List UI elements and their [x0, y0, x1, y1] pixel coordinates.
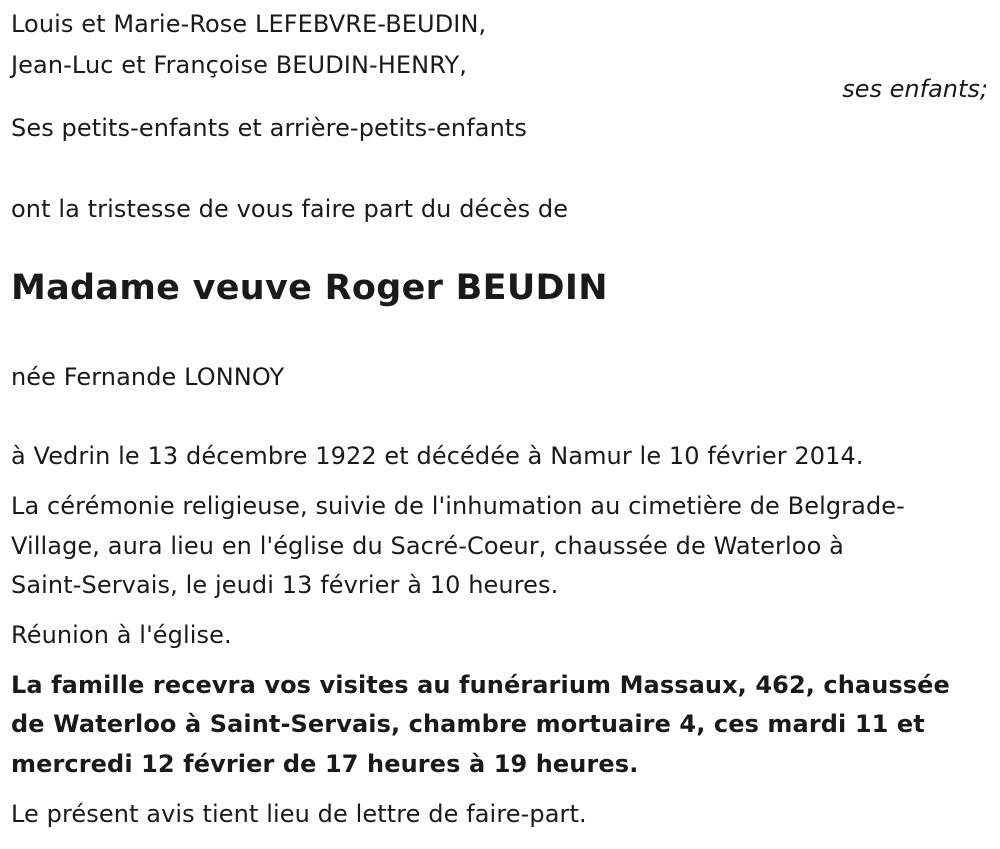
meeting-line: Réunion à l'église.: [11, 621, 232, 649]
visits-line-2: de Waterloo à Saint-Servais, chambre mortuaire 4, ces mardi 11 et: [11, 710, 925, 738]
ceremony-line-3: Saint-Servais, le jeudi 13 février à 10 heures.: [11, 571, 559, 599]
ceremony-line-1: La cérémonie religieuse, suivie de l'inhumation au cimetière de Belgrade-: [11, 492, 905, 520]
announcement-line: ont la tristesse de vous faire part du décès de: [11, 195, 569, 223]
grandchildren-line: Ses petits-enfants et arrière-petits-enfants: [11, 114, 528, 142]
children-line-1: Louis et Marie-Rose LEFEBVRE-BEUDIN,: [11, 10, 487, 38]
birth-death-line: à Vedrin le 13 décembre 1922 et décédée à Namur le 10 février 2014.: [11, 442, 864, 470]
children-role: ses enfants;: [842, 75, 988, 103]
deceased-name: Madame veuve Roger BEUDIN: [11, 268, 608, 308]
visits-line-3: mercredi 12 février de 17 heures à 19 heures.: [11, 750, 639, 778]
maiden-name: née Fernande LONNOY: [11, 363, 285, 391]
ceremony-line-2: Village, aura lieu en l'église du Sacré-Coeur, chaussée de Waterloo à: [11, 532, 844, 560]
children-line-2: Jean-Luc et Françoise BEUDIN-HENRY,: [11, 51, 467, 79]
closing-line: Le présent avis tient lieu de lettre de faire-part.: [11, 800, 587, 828]
visits-line-1: La famille recevra vos visites au funérarium Massaux, 462, chaussée: [11, 671, 950, 699]
